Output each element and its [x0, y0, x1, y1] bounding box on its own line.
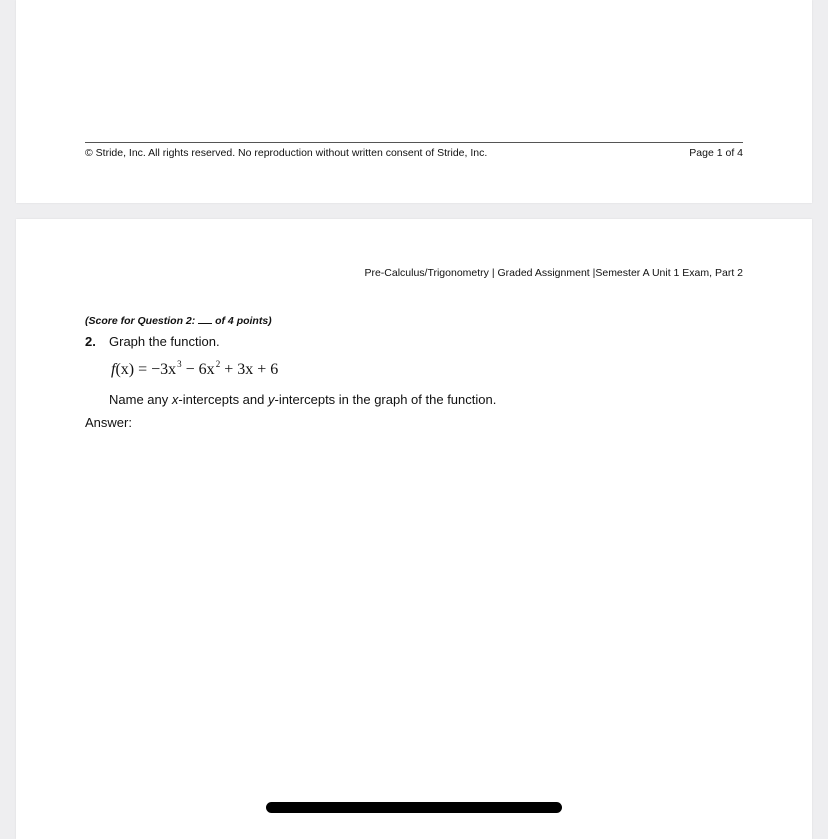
instruction-part: -intercepts and: [178, 392, 268, 407]
running-header: Pre-Calculus/Trigonometry | Graded Assignment |Semester A Unit 1 Exam, Part 2: [364, 267, 743, 279]
function-formula: [111, 359, 278, 379]
formula-fn: f: [111, 361, 116, 378]
question-number: 2.: [85, 334, 96, 349]
document-page-1: [16, 0, 812, 203]
formula-term1: = −3x: [134, 361, 177, 378]
home-indicator[interactable]: [266, 802, 562, 813]
instruction-x: x: [171, 392, 179, 407]
score-suffix: of 4 points): [212, 315, 272, 327]
question-text: Graph the function.: [109, 334, 220, 349]
score-line: [85, 314, 272, 327]
copyright-footer: © Stride, Inc. All rights reserved. No reproduction without written consent of Stride, Inc.: [85, 147, 488, 159]
formula-exp2: 2: [215, 359, 221, 369]
page-number: Page 1 of 4: [689, 147, 743, 159]
formula-arg: (x): [115, 361, 135, 378]
formula-term2: − 6x: [181, 361, 215, 378]
instruction-part: -intercepts in the graph of the function.: [274, 392, 497, 407]
answer-label: Answer:: [85, 415, 132, 430]
footer-divider: [85, 142, 743, 143]
score-blank: [198, 314, 212, 324]
instruction-part: Name any: [109, 392, 172, 407]
score-prefix: (Score for Question 2:: [85, 315, 199, 327]
instruction-y: y: [267, 392, 275, 407]
instruction-text: [109, 392, 496, 407]
document-page-2: [16, 219, 812, 839]
formula-exp1: 3: [177, 359, 182, 369]
formula-term3: + 3x + 6: [220, 361, 279, 378]
